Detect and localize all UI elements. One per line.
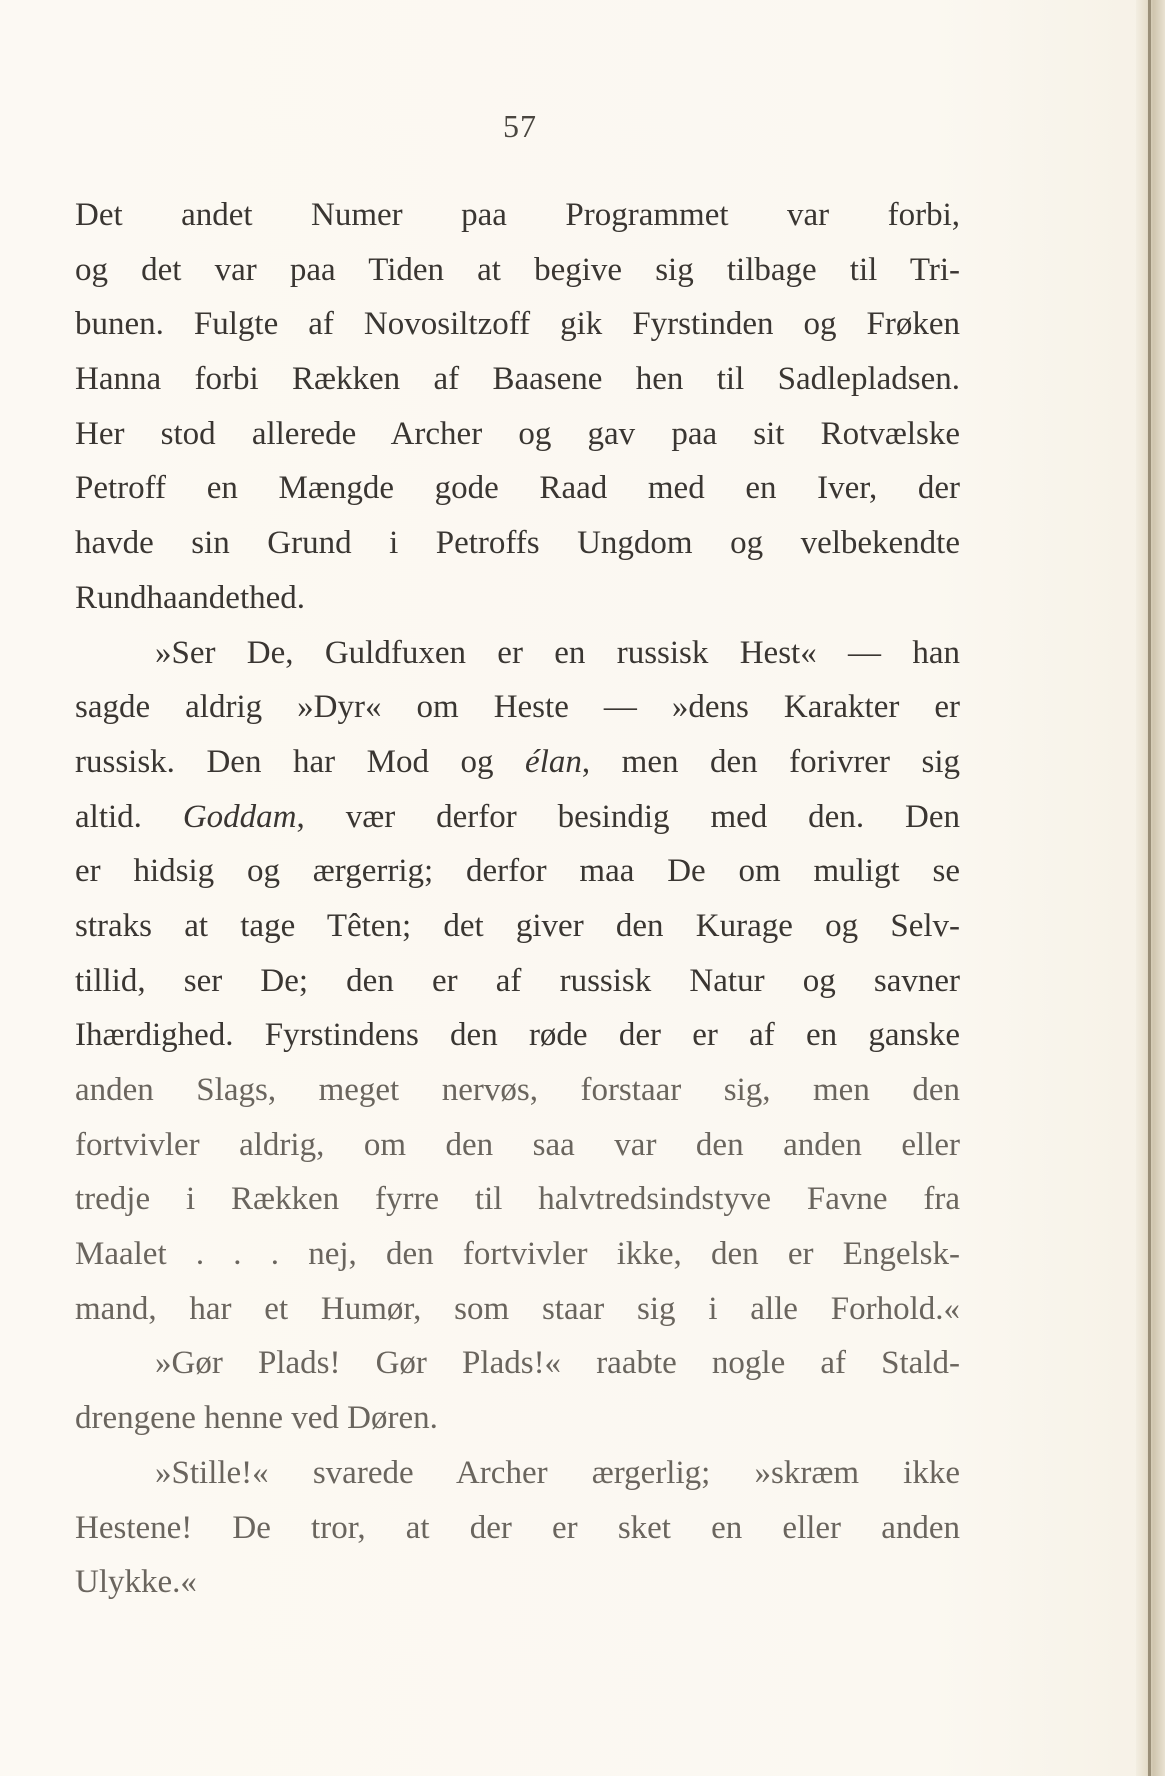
text-line: Maalet . . . nej, den fortvivler ikke, den er Engelsk- xyxy=(75,1236,960,1273)
text-line: mand, har et Humør, som staar sig i alle Forhold.« xyxy=(75,1290,960,1327)
page-edge-line xyxy=(1148,0,1151,1776)
text-line: russisk. Den har Mod og élan, men den forivrer sig xyxy=(75,743,960,780)
text-line: Rundhaandethed. xyxy=(75,579,306,616)
text-line: »Stille!« svarede Archer ærgerlig; »skræm ikke xyxy=(155,1454,960,1491)
text-line: Ulykke.« xyxy=(75,1564,197,1601)
text-line: tredje i Rækken fyrre til halvtredsindstyve Favne fra xyxy=(75,1181,960,1218)
text-line: »Gør Plads! Gør Plads!« raabte nogle af Stald- xyxy=(155,1345,960,1382)
text-line: tillid, ser De; den er af russisk Natur og savner xyxy=(75,962,960,999)
text-line: Hanna forbi Rækken af Baasene hen til Sadlepladsen. xyxy=(75,361,960,398)
body-text xyxy=(75,188,960,1610)
text-line: havde sin Grund i Petroffs Ungdom og velbekendte xyxy=(75,525,960,562)
text-line: Ihærdighed. Fyrstindens den røde der er af en ganske xyxy=(75,1017,960,1054)
text-line: fortvivler aldrig, om den saa var den anden eller xyxy=(75,1126,960,1163)
page-number: 57 xyxy=(503,108,537,144)
text-line: drengene henne ved Døren. xyxy=(75,1400,438,1437)
text-line: og det var paa Tiden at begive sig tilbage til Tri- xyxy=(75,251,960,288)
text-line: anden Slags, meget nervøs, forstaar sig, men den xyxy=(75,1072,960,1108)
text-line: sagde aldrig »Dyr« om Heste — »dens Karakter er xyxy=(75,689,960,726)
text-line: Hestene! De tror, at der er sket en eller anden xyxy=(75,1509,960,1546)
text-line: Det andet Numer paa Programmet var forbi, xyxy=(75,197,960,233)
text-line: er hidsig og ærgerrig; derfor maa De om muligt se xyxy=(75,853,960,890)
text-line: bunen. Fulgte af Novosiltzoff gik Fyrstinden og Frøken xyxy=(75,306,960,343)
text-line: Petroff en Mængde gode Raad med en Iver, der xyxy=(75,470,960,507)
text-line: altid. Goddam, vær derfor besindig med den. Den xyxy=(75,798,960,835)
text-line: straks at tage Têten; det giver den Kurage og Selv- xyxy=(75,907,960,944)
text-line: Her stod allerede Archer og gav paa sit Rotvælske xyxy=(75,415,960,452)
text-line: »Ser De, Guldfuxen er en russisk Hest« — han xyxy=(155,634,960,671)
